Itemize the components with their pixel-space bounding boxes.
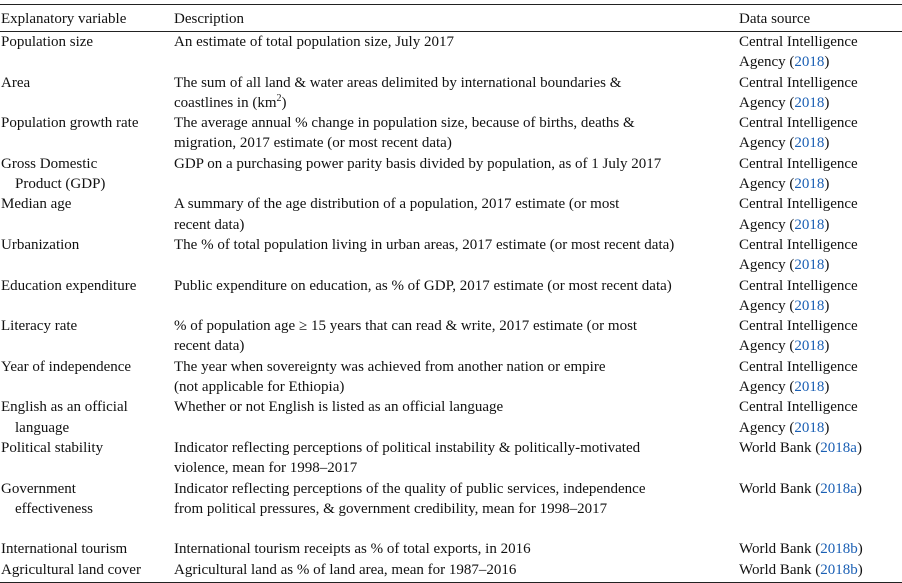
source-text: Agency ( xyxy=(739,338,795,355)
source-line-1: Central Intelligence xyxy=(739,358,858,375)
source-text: Agency ( xyxy=(739,257,795,274)
description-text: A summary of the age distribution of a population, 2017 estimate (or most xyxy=(174,196,620,213)
source-line-1: Central Intelligence xyxy=(739,399,858,416)
citation-link[interactable]: 2018b xyxy=(820,561,858,578)
description-text: Agricultural land as % of land area, mean for 1987–2016 xyxy=(174,561,517,578)
variable-cell xyxy=(1,73,30,93)
citation-link[interactable]: 2018 xyxy=(794,94,825,111)
citation-link[interactable]: 2018 xyxy=(794,216,825,233)
source-line-2 xyxy=(739,336,858,356)
source-cell xyxy=(739,235,858,276)
table-row xyxy=(0,539,902,559)
variable-text: Urbanization xyxy=(1,236,80,253)
description-text: violence, mean for 1998–2017 xyxy=(174,460,358,477)
source-text: Agency ( xyxy=(739,54,795,71)
table-row xyxy=(0,32,902,73)
table-row xyxy=(0,113,902,154)
description-cell xyxy=(174,113,635,154)
variable-text: Gross Domestic xyxy=(1,155,98,172)
variable-text: Agricultural land cover xyxy=(1,561,141,578)
header-description: Description xyxy=(174,11,244,27)
source-cell xyxy=(739,113,858,154)
source-text: World Bank ( xyxy=(739,439,821,456)
source-text: ) xyxy=(824,379,830,396)
description-text: (not applicable for Ethiopia) xyxy=(174,379,345,396)
source-line-1: Central Intelligence xyxy=(739,155,858,172)
source-cell xyxy=(739,397,858,438)
source-cell xyxy=(739,316,858,357)
variable-text: Literacy rate xyxy=(1,318,78,335)
source-text: ) xyxy=(856,439,862,456)
variable-cell xyxy=(1,438,103,458)
table-row xyxy=(0,316,902,357)
variable-cell xyxy=(1,194,71,214)
table-row xyxy=(0,357,902,398)
table-row xyxy=(0,235,902,276)
variable-cell xyxy=(1,235,79,255)
source-text: Agency ( xyxy=(739,297,795,314)
description-cell xyxy=(174,438,640,479)
source-text: ) xyxy=(824,216,830,233)
source-text: ) xyxy=(824,419,830,436)
variable-cell xyxy=(1,113,138,133)
description-text: The sum of all land & water areas delimited by international boundaries & xyxy=(174,74,622,91)
variable-text: International tourism xyxy=(1,541,128,558)
source-text: Agency ( xyxy=(739,135,795,152)
table-row xyxy=(0,73,902,114)
variable-cell xyxy=(1,560,141,580)
source-cell xyxy=(739,194,858,235)
source-line-1: Central Intelligence xyxy=(739,34,858,50)
source-cell xyxy=(739,32,858,73)
table-row xyxy=(0,438,902,479)
source-line-1 xyxy=(739,438,862,458)
table-row xyxy=(0,479,902,540)
variable-cell xyxy=(1,539,127,559)
citation-link[interactable]: 2018 xyxy=(794,54,825,71)
citation-link[interactable]: 2018 xyxy=(794,257,825,274)
description-text: ) xyxy=(281,94,287,111)
description-text: coastlines in (km xyxy=(174,94,277,111)
source-cell xyxy=(739,479,862,499)
source-line-1: Central Intelligence xyxy=(739,115,858,132)
description-cell xyxy=(174,316,637,357)
superscript: 2 xyxy=(276,92,282,104)
source-text: Agency ( xyxy=(739,94,795,111)
source-line-2 xyxy=(739,255,858,275)
description-text: from political pressures, & government credibility, mean for 1998–2017 xyxy=(174,500,608,517)
source-line-1: Central Intelligence xyxy=(739,74,858,91)
source-line-2 xyxy=(739,93,858,113)
source-text: ) xyxy=(824,297,830,314)
description-text: An estimate of total population size, July 2017 xyxy=(174,34,454,50)
header-data-source: Data source xyxy=(739,11,811,27)
description-text: International tourism receipts as % of total exports, in 2016 xyxy=(174,541,531,558)
table-row xyxy=(0,194,902,235)
source-cell xyxy=(739,73,858,114)
description-text: recent data) xyxy=(174,338,245,355)
description-text: The average annual % change in population size, because of births, deaths & xyxy=(174,115,635,132)
source-text: World Bank ( xyxy=(739,561,821,578)
table-header-row xyxy=(0,5,902,32)
variable-text: Product (GDP) xyxy=(15,176,106,193)
variable-text: effectiveness xyxy=(15,500,94,517)
source-line-2 xyxy=(739,377,858,397)
variable-cell xyxy=(1,154,105,195)
description-text: Indicator reflecting perceptions of political instability & politically-motivated xyxy=(174,439,641,456)
variable-text: Education expenditure xyxy=(1,277,137,294)
variable-text: Government xyxy=(1,480,76,497)
variable-text: Median age xyxy=(1,196,72,213)
source-line-1: Central Intelligence xyxy=(739,318,858,335)
source-line-1: Central Intelligence xyxy=(739,196,858,213)
variable-text: Population growth rate xyxy=(1,115,139,132)
description-cell xyxy=(174,397,503,417)
description-text: migration, 2017 estimate (or most recent data) xyxy=(174,135,452,152)
source-text: ) xyxy=(824,54,830,71)
description-cell xyxy=(174,32,454,52)
source-text: ) xyxy=(857,561,863,578)
source-line-1 xyxy=(739,539,863,559)
source-text: ) xyxy=(857,541,863,558)
citation-link[interactable]: 2018 xyxy=(794,419,825,436)
citation-link[interactable]: 2018a xyxy=(820,439,857,456)
source-text: Agency ( xyxy=(739,216,795,233)
source-line-2 xyxy=(739,215,858,235)
source-line-2 xyxy=(739,174,858,194)
citation-link[interactable]: 2018 xyxy=(794,379,825,396)
source-text: ) xyxy=(824,257,830,274)
source-cell xyxy=(739,438,862,458)
source-text: ) xyxy=(824,135,830,152)
description-text: GDP on a purchasing power parity basis divided by population, as of 1 July 2017 xyxy=(174,155,662,172)
variables-table xyxy=(0,4,902,583)
source-line-1 xyxy=(739,479,862,499)
source-line-2 xyxy=(739,133,858,153)
variable-text: Political stability xyxy=(1,439,104,456)
source-text: ) xyxy=(824,94,830,111)
variable-cell xyxy=(1,397,128,438)
variable-cell xyxy=(1,32,93,52)
description-cell xyxy=(174,235,674,255)
source-text: Agency ( xyxy=(739,379,795,396)
variable-text: Population size xyxy=(1,34,94,50)
description-text: % of population age ≥ 15 years that can read & write, 2017 estimate (or most xyxy=(174,318,638,335)
description-text: The % of total population living in urban areas, 2017 estimate (or most recent data) xyxy=(174,236,675,253)
description-cell xyxy=(174,154,661,174)
source-line-2 xyxy=(739,418,858,438)
source-line-1 xyxy=(739,560,863,580)
source-line-1: Central Intelligence xyxy=(739,236,858,253)
source-cell xyxy=(739,539,863,559)
description-cell xyxy=(174,479,645,520)
table-row xyxy=(0,560,902,582)
header-explanatory-variable: Explanatory variable xyxy=(1,11,127,27)
description-cell xyxy=(174,73,621,114)
description-text: Indicator reflecting perceptions of the quality of public services, independence xyxy=(174,480,646,497)
source-text: ) xyxy=(824,176,830,193)
variable-cell xyxy=(1,276,136,296)
description-text: Whether or not English is listed as an official language xyxy=(174,399,504,416)
citation-link[interactable]: 2018 xyxy=(794,338,825,355)
description-text: The year when sovereignty was achieved from another nation or empire xyxy=(174,358,606,375)
source-text: World Bank ( xyxy=(739,541,821,558)
source-line-2 xyxy=(739,296,858,316)
description-text xyxy=(174,93,621,113)
source-line-2 xyxy=(739,52,858,72)
source-line-1: Central Intelligence xyxy=(739,277,858,294)
description-cell xyxy=(174,357,606,398)
source-text: World Bank ( xyxy=(739,480,821,497)
table-row xyxy=(0,397,902,438)
table-row xyxy=(0,276,902,317)
description-cell xyxy=(174,276,672,296)
variable-text: English as an official xyxy=(1,399,128,416)
source-text: ) xyxy=(824,338,830,355)
description-text: Public expenditure on education, as % of GDP, 2017 estimate (or most recent data) xyxy=(174,277,672,294)
variable-cell xyxy=(1,357,131,377)
description-text: recent data) xyxy=(174,216,245,233)
variable-text: language xyxy=(15,419,70,436)
variable-cell xyxy=(1,316,77,336)
source-text: ) xyxy=(856,480,862,497)
description-cell xyxy=(174,539,531,559)
citation-link[interactable]: 2018 xyxy=(794,176,825,193)
citation-link[interactable]: 2018b xyxy=(820,541,858,558)
description-cell xyxy=(174,194,619,235)
variable-text: Year of independence xyxy=(1,358,132,375)
table-row xyxy=(0,154,902,195)
citation-link[interactable]: 2018 xyxy=(794,297,825,314)
source-text: Agency ( xyxy=(739,419,795,436)
source-cell xyxy=(739,357,858,398)
source-cell xyxy=(739,560,863,580)
source-cell xyxy=(739,276,858,317)
citation-link[interactable]: 2018a xyxy=(820,480,857,497)
variable-text: Area xyxy=(1,74,31,91)
source-cell xyxy=(739,154,858,195)
source-text: Agency ( xyxy=(739,176,795,193)
description-cell xyxy=(174,560,516,580)
variable-cell xyxy=(1,479,93,520)
citation-link[interactable]: 2018 xyxy=(794,135,825,152)
